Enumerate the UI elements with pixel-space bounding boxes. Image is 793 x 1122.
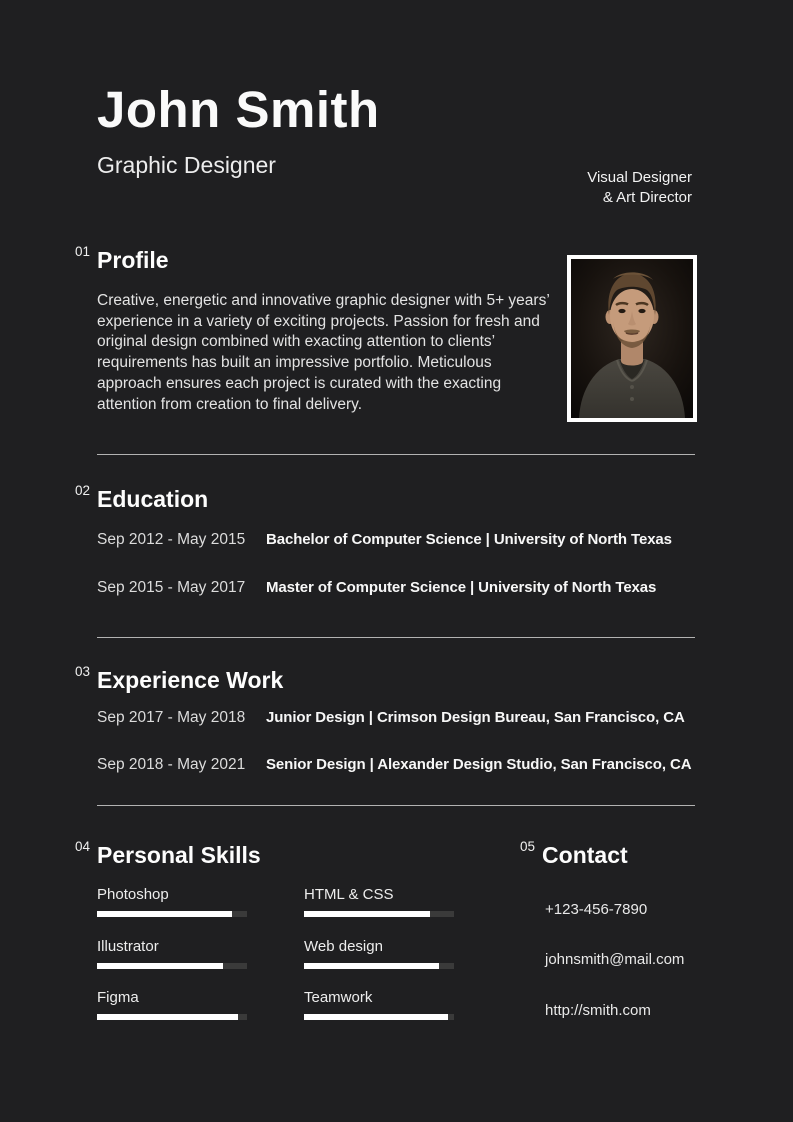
skill-item — [97, 989, 247, 1020]
section-heading-profile — [75, 244, 169, 273]
skill-bar — [97, 911, 247, 917]
section-number: 04 — [75, 839, 91, 854]
divider — [97, 805, 695, 806]
section-number: 01 — [75, 244, 91, 259]
skill-item — [97, 938, 247, 969]
skill-bar-fill — [97, 911, 232, 917]
skill-item — [304, 938, 454, 969]
section-number: 05 — [520, 839, 536, 854]
section-title: Experience Work — [97, 667, 284, 693]
entry-dates: Sep 2018 - May 2021 — [97, 756, 246, 773]
section-title: Education — [97, 486, 209, 512]
entry-title: Junior Design | Crimson Design Bureau, San Francisco, CA — [266, 709, 685, 726]
skill-bar-fill — [97, 963, 223, 969]
skill-bar — [304, 963, 454, 969]
skill-bar-fill — [97, 1014, 238, 1020]
skill-label: Web design — [304, 938, 383, 955]
experience-entry — [97, 709, 685, 727]
skill-label: Figma — [97, 989, 139, 1006]
person-job-title: Graphic Designer — [97, 152, 276, 178]
section-heading-contact — [520, 839, 628, 868]
skill-label: HTML & CSS — [304, 886, 394, 903]
entry-title: Senior Design | Alexander Design Studio, San Francisco, CA — [266, 756, 692, 773]
divider — [97, 454, 695, 455]
contact-email: johnsmith@mail.com — [545, 951, 685, 968]
skill-bar — [304, 1014, 454, 1020]
contact-phone: +123-456-7890 — [545, 901, 648, 918]
section-number: 03 — [75, 664, 91, 679]
skill-label: Photoshop — [97, 886, 169, 903]
section-title: Personal Skills — [97, 842, 261, 868]
profile-summary: Creative, energetic and innovative graphic designer with 5+ years’ experience in a variety of exciting projects. Passion for fresh and original design combined with exacting attention to clients’ requirements has built an impressive portfolio. Meticulous approach ensures each project is curated with the exacting attention from creation to final delivery. — [97, 292, 550, 413]
skill-label: Illustrator — [97, 938, 159, 955]
section-number: 02 — [75, 483, 91, 498]
entry-title: Master of Computer Science | University of North Texas — [266, 579, 657, 596]
skill-bar-fill — [304, 1014, 448, 1020]
skill-bar — [304, 911, 454, 917]
section-title: Profile — [97, 247, 169, 273]
experience-entry — [97, 756, 691, 774]
divider — [97, 637, 695, 638]
tagline — [587, 168, 692, 208]
section-heading-experience — [75, 664, 284, 693]
contact-website: http://smith.com — [545, 1002, 651, 1019]
entry-title: Bachelor of Computer Science | University of North Texas — [266, 531, 672, 548]
education-entry — [97, 531, 672, 549]
person-name: John Smith — [97, 81, 380, 138]
skill-bar-fill — [304, 963, 439, 969]
entry-dates: Sep 2015 - May 2017 — [97, 579, 246, 596]
profile-photo — [567, 255, 697, 422]
skill-bar — [97, 1014, 247, 1020]
entry-dates: Sep 2012 - May 2015 — [97, 531, 246, 548]
tagline-line-2: & Art Director — [602, 189, 692, 206]
education-entry — [97, 579, 656, 597]
skill-item — [304, 989, 454, 1020]
entry-dates: Sep 2017 - May 2018 — [97, 709, 246, 726]
tagline-line-1: Visual Designer — [587, 169, 692, 186]
section-heading-skills — [75, 839, 261, 868]
skill-label: Teamwork — [304, 989, 373, 1006]
section-title: Contact — [542, 842, 628, 868]
skill-bar-fill — [304, 911, 430, 917]
section-heading-education — [75, 483, 209, 512]
skill-item — [304, 886, 454, 917]
portrait-illustration — [571, 259, 693, 418]
skill-bar — [97, 963, 247, 969]
skill-item — [97, 886, 247, 917]
